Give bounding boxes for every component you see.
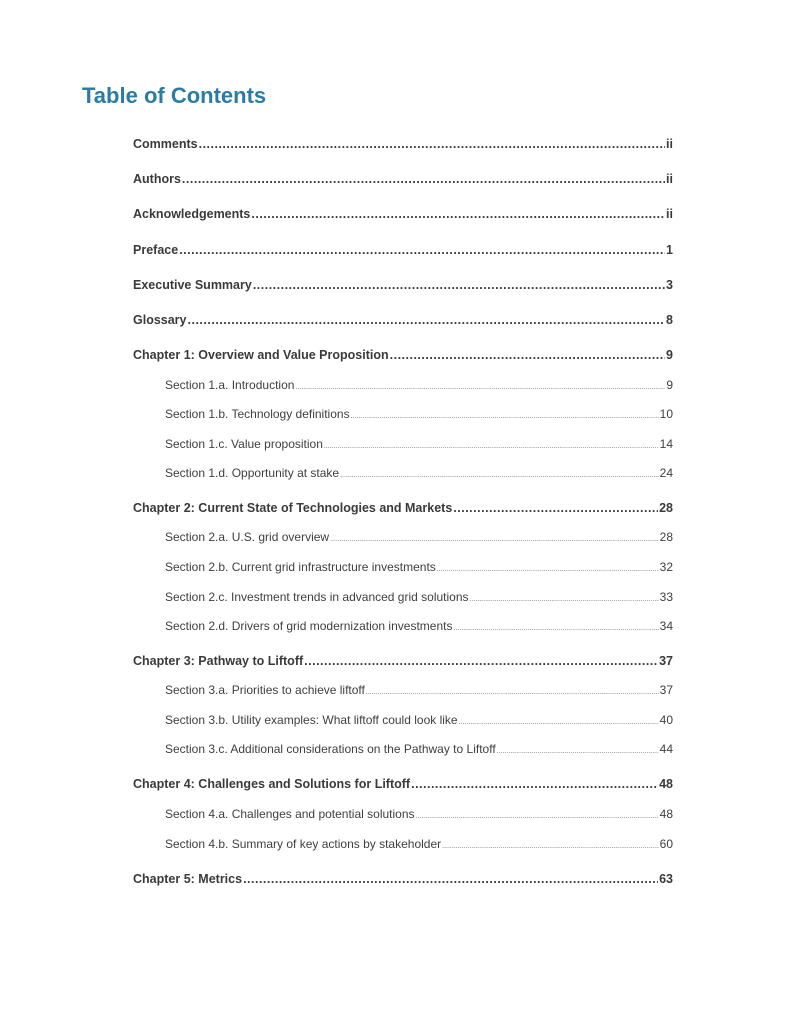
toc-entry[interactable]	[133, 277, 673, 293]
toc-entry-label: Executive Summary	[133, 278, 252, 292]
toc-entry-label: Section 3.a. Priorities to achieve liftoff	[165, 683, 365, 697]
toc-page-number: 9	[666, 378, 673, 392]
toc-entry[interactable]	[165, 436, 673, 455]
toc-leader-dots	[304, 653, 658, 669]
toc-leader-dots	[351, 406, 659, 425]
toc-entry[interactable]	[165, 377, 673, 396]
toc-entry[interactable]	[133, 500, 673, 516]
toc-page-number: 60	[659, 837, 673, 851]
toc-entry-label: Section 2.b. Current grid infrastructure investments	[165, 560, 436, 574]
toc-entry[interactable]	[165, 682, 673, 701]
toc-leader-dots	[251, 206, 665, 222]
toc-entry[interactable]	[133, 776, 673, 792]
toc-entry[interactable]	[165, 406, 673, 425]
toc-entry-label: Section 1.c. Value proposition	[165, 437, 323, 451]
toc-entry-label: Acknowledgements	[133, 207, 251, 221]
toc-entry[interactable]	[133, 653, 673, 669]
toc-entry[interactable]	[133, 312, 673, 328]
toc-leader-dots	[182, 171, 665, 187]
toc-page-number: 1	[666, 243, 673, 257]
toc-entry-label: Section 4.a. Challenges and potential solutions	[165, 807, 415, 821]
toc-page-number: 28	[659, 530, 673, 544]
toc-page-number: 9	[666, 348, 673, 362]
toc-entry[interactable]	[133, 171, 673, 187]
toc-leader-dots	[390, 347, 665, 363]
toc-entry[interactable]	[165, 806, 673, 825]
toc-page-number: 37	[659, 654, 673, 668]
toc-page-number: 28	[659, 501, 673, 515]
toc-entry[interactable]	[133, 347, 673, 363]
toc-entry-label: Section 2.d. Drivers of grid modernization investments	[165, 619, 453, 633]
toc-leader-dots	[437, 559, 659, 578]
toc-entry-label: Section 1.d. Opportunity at stake	[165, 466, 340, 480]
toc-page-number: 40	[659, 713, 673, 727]
toc-leader-dots	[442, 836, 659, 855]
toc-page-number: ii	[666, 172, 673, 186]
toc-entry[interactable]	[133, 136, 673, 152]
toc-entry-label: Chapter 3: Pathway to Liftoff	[133, 654, 304, 668]
toc-leader-dots	[416, 806, 659, 825]
toc-leader-dots	[243, 871, 658, 887]
toc-entry-label: Chapter 1: Overview and Value Proposition	[133, 348, 389, 362]
toc-entry[interactable]	[165, 589, 673, 608]
toc-leader-dots	[340, 465, 659, 484]
toc-entry[interactable]	[165, 529, 673, 548]
toc-leader-dots	[366, 682, 659, 701]
toc-entry-label: Glossary	[133, 313, 187, 327]
toc-leader-dots	[324, 436, 659, 455]
toc-entry-label: Section 1.a. Introduction	[165, 378, 295, 392]
toc-entry[interactable]	[133, 206, 673, 222]
toc-leader-dots	[453, 618, 658, 637]
toc-entry-label: Section 1.b. Technology definitions	[165, 407, 350, 421]
toc-entry-label: Section 3.b. Utility examples: What liftoff could look like	[165, 713, 458, 727]
toc-entry[interactable]	[165, 618, 673, 637]
toc-entry-label: Section 2.a. U.S. grid overview	[165, 530, 330, 544]
toc-entry[interactable]	[165, 741, 673, 760]
toc-entry-label: Preface	[133, 243, 179, 257]
toc-leader-dots	[188, 312, 666, 328]
toc-page-number: 24	[659, 466, 673, 480]
toc-entry[interactable]	[165, 712, 673, 731]
toc-leader-dots	[330, 529, 659, 548]
toc-entry-label: Authors	[133, 172, 181, 186]
toc-page-number: 10	[659, 407, 673, 421]
toc-page-number: 44	[659, 742, 673, 756]
toc-leader-dots	[459, 712, 659, 731]
toc-page-number: 8	[666, 313, 673, 327]
toc-leader-dots	[295, 377, 665, 396]
toc-entry[interactable]	[165, 559, 673, 578]
toc-leader-dots	[411, 776, 658, 792]
toc-page-number: 33	[659, 590, 673, 604]
toc-page-number: 63	[659, 872, 673, 886]
toc-entry[interactable]	[133, 871, 673, 887]
toc-entry[interactable]	[133, 242, 673, 258]
toc-entry-label: Section 2.c. Investment trends in advanced grid solutions	[165, 590, 469, 604]
toc-leader-dots	[179, 242, 665, 258]
toc-leader-dots	[253, 277, 665, 293]
toc-leader-dots	[497, 741, 659, 760]
toc-entry-label: Section 3.c. Additional considerations on the Pathway to Liftoff	[165, 742, 496, 756]
toc-entry-label: Chapter 4: Challenges and Solutions for Liftoff	[133, 777, 411, 791]
page-title: Table of Contents	[82, 83, 267, 108]
toc-page-number: 32	[659, 560, 673, 574]
toc-page-number: 14	[659, 437, 673, 451]
toc-entry-label: Chapter 2: Current State of Technologies and Markets	[133, 501, 453, 515]
toc-entry-label: Section 4.b. Summary of key actions by stakeholder	[165, 837, 442, 851]
toc-page-number: 34	[659, 619, 673, 633]
toc-page-number: 3	[666, 278, 673, 292]
toc-page-number: 48	[659, 777, 673, 791]
toc-page-number: 37	[659, 683, 673, 697]
toc-entry-label: Chapter 5: Metrics	[133, 872, 243, 886]
toc-page-number: 48	[659, 807, 673, 821]
toc-entry[interactable]	[165, 836, 673, 855]
toc-page-number: ii	[666, 207, 673, 221]
toc-leader-dots	[470, 589, 659, 608]
toc-leader-dots	[453, 500, 658, 516]
toc-entry-label: Comments	[133, 137, 198, 151]
toc-page-number: ii	[666, 137, 673, 151]
toc-entry[interactable]	[165, 465, 673, 484]
toc-leader-dots	[199, 136, 665, 152]
